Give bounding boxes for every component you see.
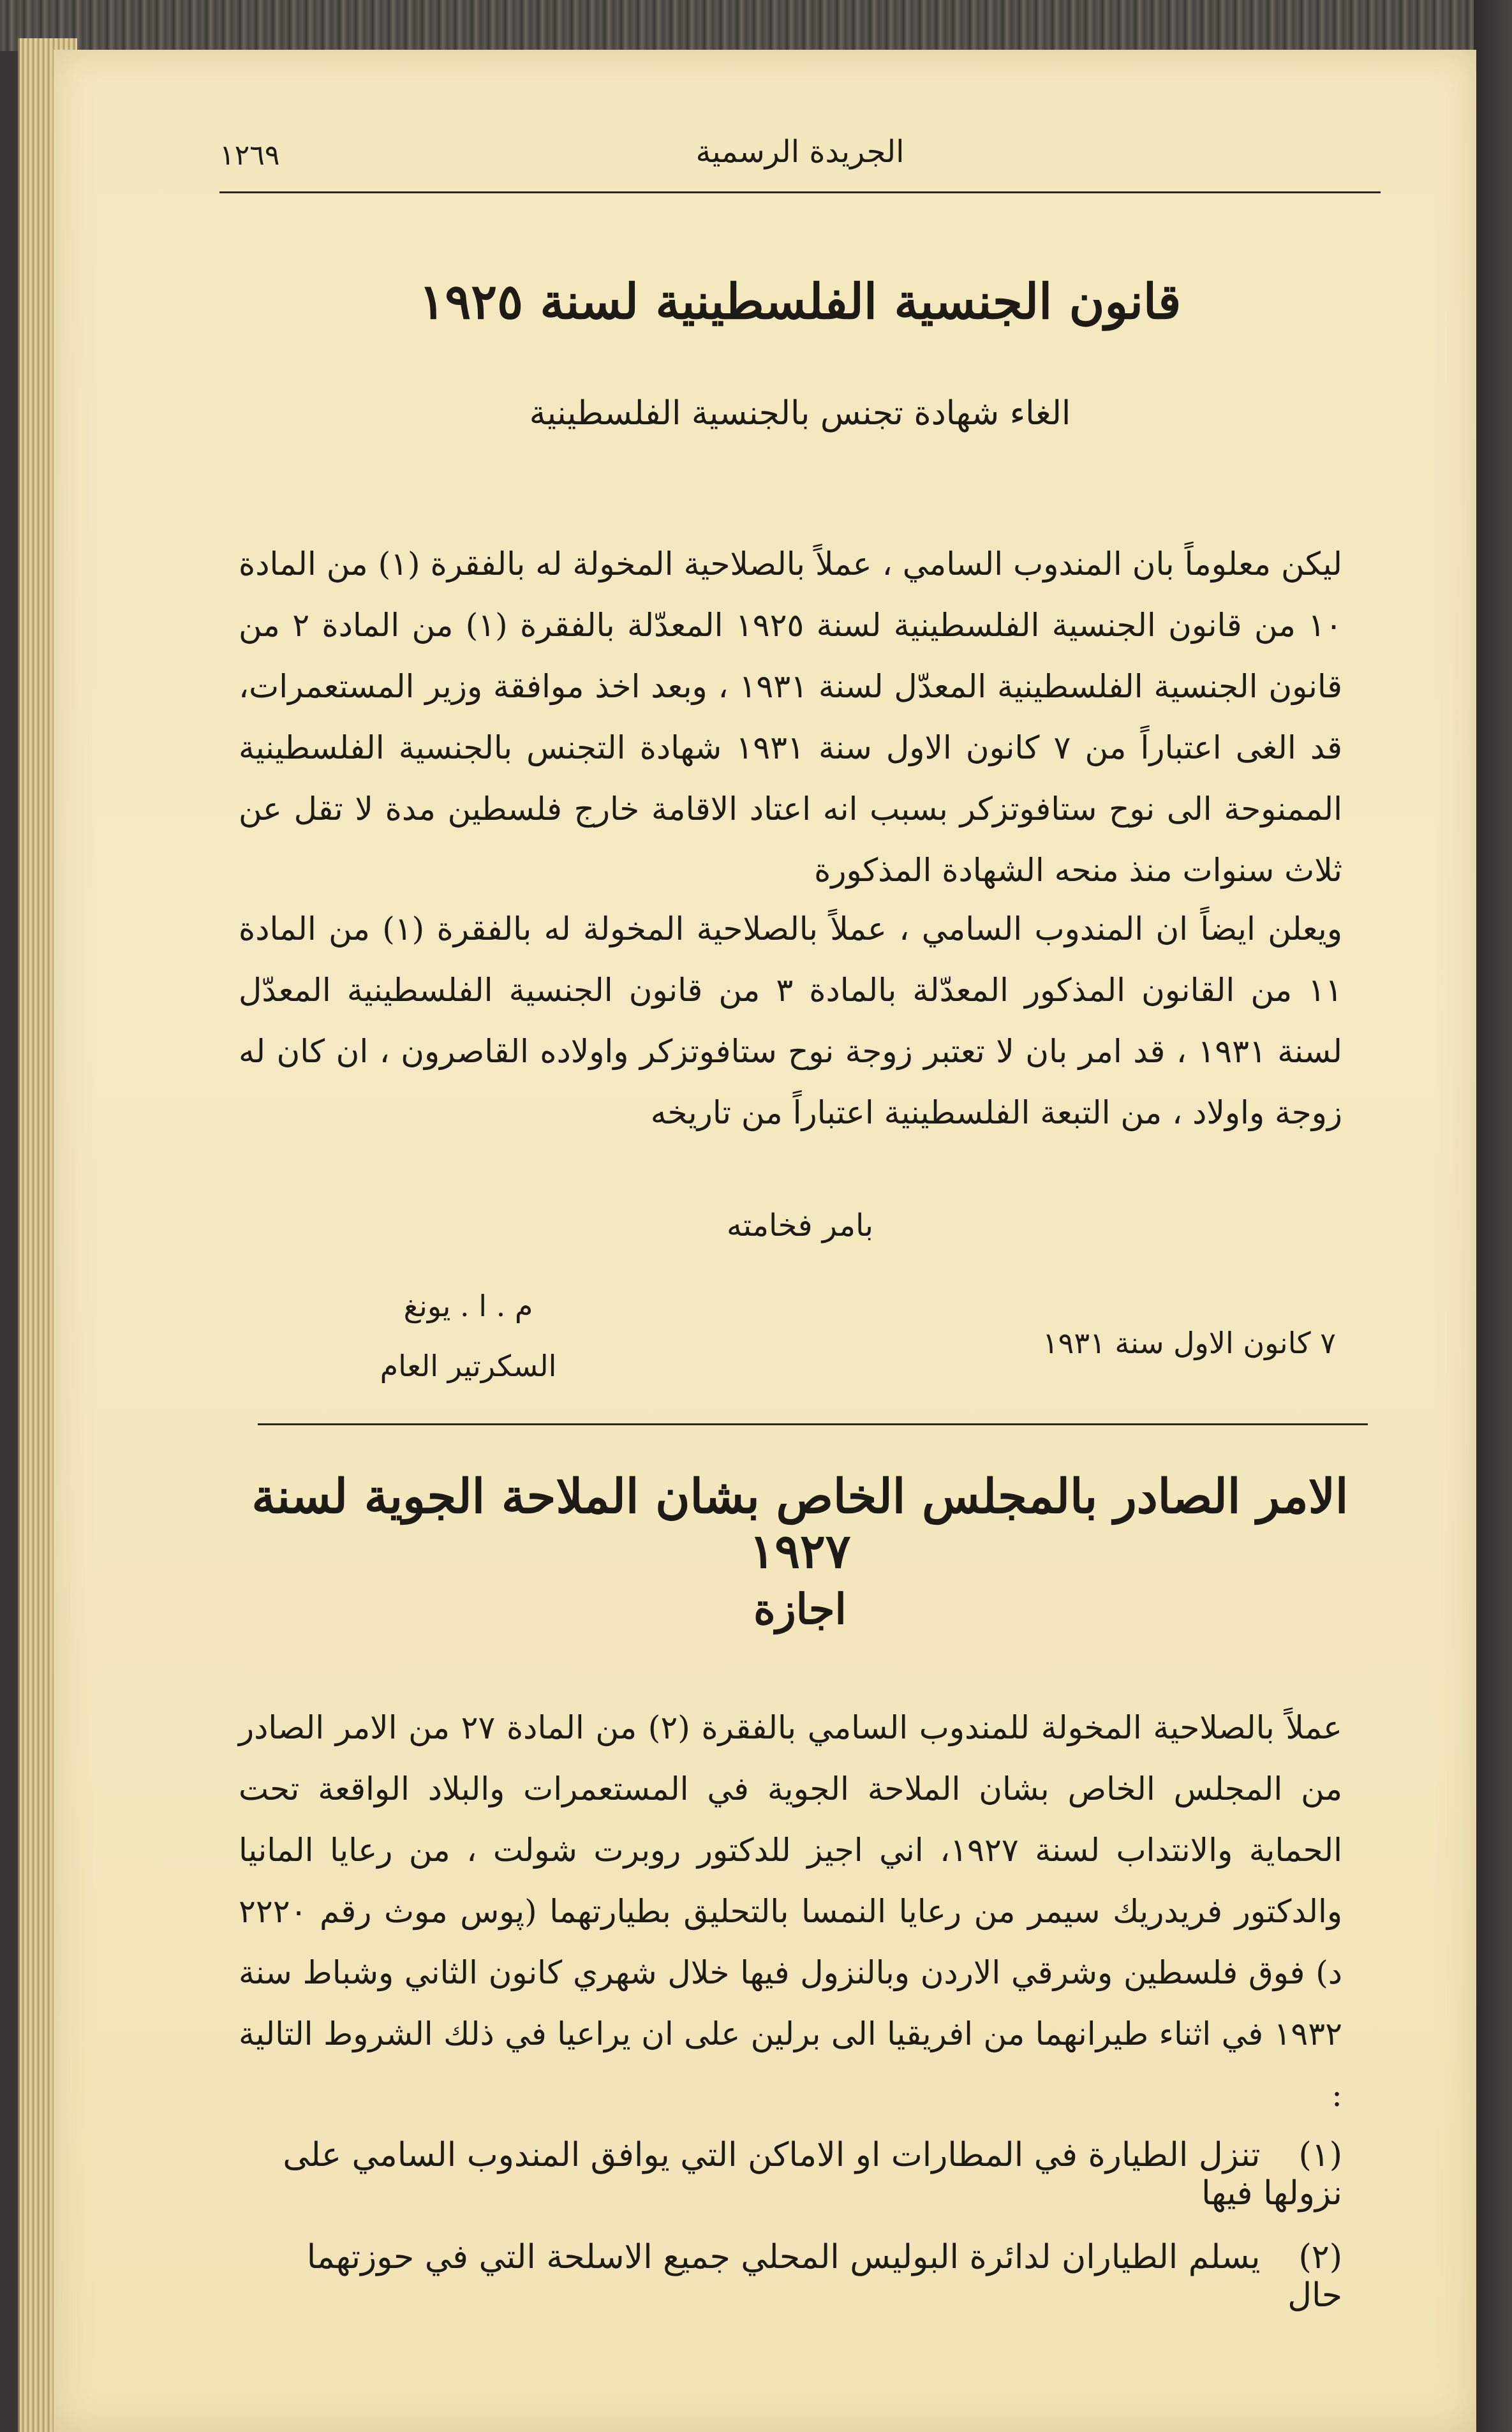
condition-item <box>245 2136 1342 2213</box>
section1-paragraph-1: ليكن معلوماً بان المندوب السامي ، عملاً بالصلاحية المخولة له بالفقرة (١) من المادة ١٠ من قانون الجنسية الفلسطينية لسنة ١٩٢٥ المعدّلة بالفقرة (١) من المادة ٢ من قانون الجنسية الفلسطينية المعدّل لسنة ١٩٣١ ، وبعد اخذ موافقة وزير المستعمرات، قد الغى اعتباراً من ٧ كانون الاول سنة ١٩٣١ شهادة التجنس بالجنسية الفلسطينية الممنوحة الى نوح ستافوتزكر بسبب انه اعتاد الاقامة خارج فلسطين مدة لا تقل عن ثلاث سنوات منذ منحه الشهادة المذكورة <box>239 545 1343 889</box>
section2-subtitle: اجازة <box>753 1584 847 1634</box>
condition-text: يسلم الطياران لدائرة البوليس المحلي جميع الاسلحة التي في حوزتهما حال <box>306 2238 1342 2315</box>
page-content <box>54 50 1476 2432</box>
signer-title: السكرتير العام <box>380 1349 557 1383</box>
notice-date: ٧ كانون الاول سنة ١٩٣١ <box>1042 1326 1336 1360</box>
condition-item <box>245 2238 1342 2315</box>
header-divider <box>219 191 1381 193</box>
journal-name: الجريدة الرسمية <box>695 134 905 170</box>
by-order-line: بامر فخامته <box>727 1208 873 1243</box>
section1-subtitle: الغاء شهادة تجنس بالجنسية الفلسطينية <box>529 394 1071 433</box>
condition-number: (١) <box>1298 2136 1342 2174</box>
condition-number: (٢) <box>1298 2238 1342 2276</box>
book-cover-edge <box>1474 0 1512 2432</box>
section-divider <box>258 1423 1368 1425</box>
signer-name: م . ا . يونغ <box>403 1289 533 1323</box>
gazette-page <box>54 50 1476 2432</box>
section1-paragraph-2: ويعلن ايضاً ان المندوب السامي ، عملاً بالصلاحية المخولة له بالفقرة (١) من المادة ١١ من القانون المذكور المعدّلة بالمادة ٣ من قانون الجنسية الفلسطينية المعدّل لسنة ١٩٣١ ، قد امر بان لا تعتبر زوجة نوح ستافوتزكر واولاده القاصرون ، ان كان له زوجة واولاد ، من التبعة الفلسطينية اعتباراً من تاريخه <box>239 910 1342 1131</box>
condition-text: تنزل الطيارة في المطارات او الاماكن التي يوافق المندوب السامي على نزولها فيها <box>283 2136 1342 2213</box>
section2-paragraph: عملاً بالصلاحية المخولة للمندوب السامي بالفقرة (٢) من المادة ٢٧ من الامر الصادر من المجلس الخاص بشان الملاحة الجوية في المستعمرات والبلاد الواقعة تحت الحماية والانتداب لسنة ١٩٢٧، اني اجيز للدكتور روبرت شولت ، من رعايا المانيا والدكتور فريدريك سيمر من رعايا النمسا بالتحليق بطيارتهما (پوس موث رقم ٢٢٢٠ د) فوق فلسطين وشرقي الاردن وبالنزول فيها خلال شهري كانون الثاني وشباط سنة ١٩٣٢ في اثناء طيرانهما من افريقيا الى برلين على ان يراعيا في ذلك الشروط التالية : <box>239 1709 1343 2114</box>
running-head <box>219 126 1381 196</box>
signature-block <box>328 1276 609 1396</box>
book-binding-edge <box>0 0 1512 51</box>
section2-title: الامر الصادر بالمجلس الخاص بشان الملاحة الجوية لسنة ١٩٢٧ <box>251 1469 1349 1579</box>
page-number: ١٢٦٩ <box>219 139 280 172</box>
section1-title: قانون الجنسية الفلسطينية لسنة ١٩٢٥ <box>419 273 1182 330</box>
